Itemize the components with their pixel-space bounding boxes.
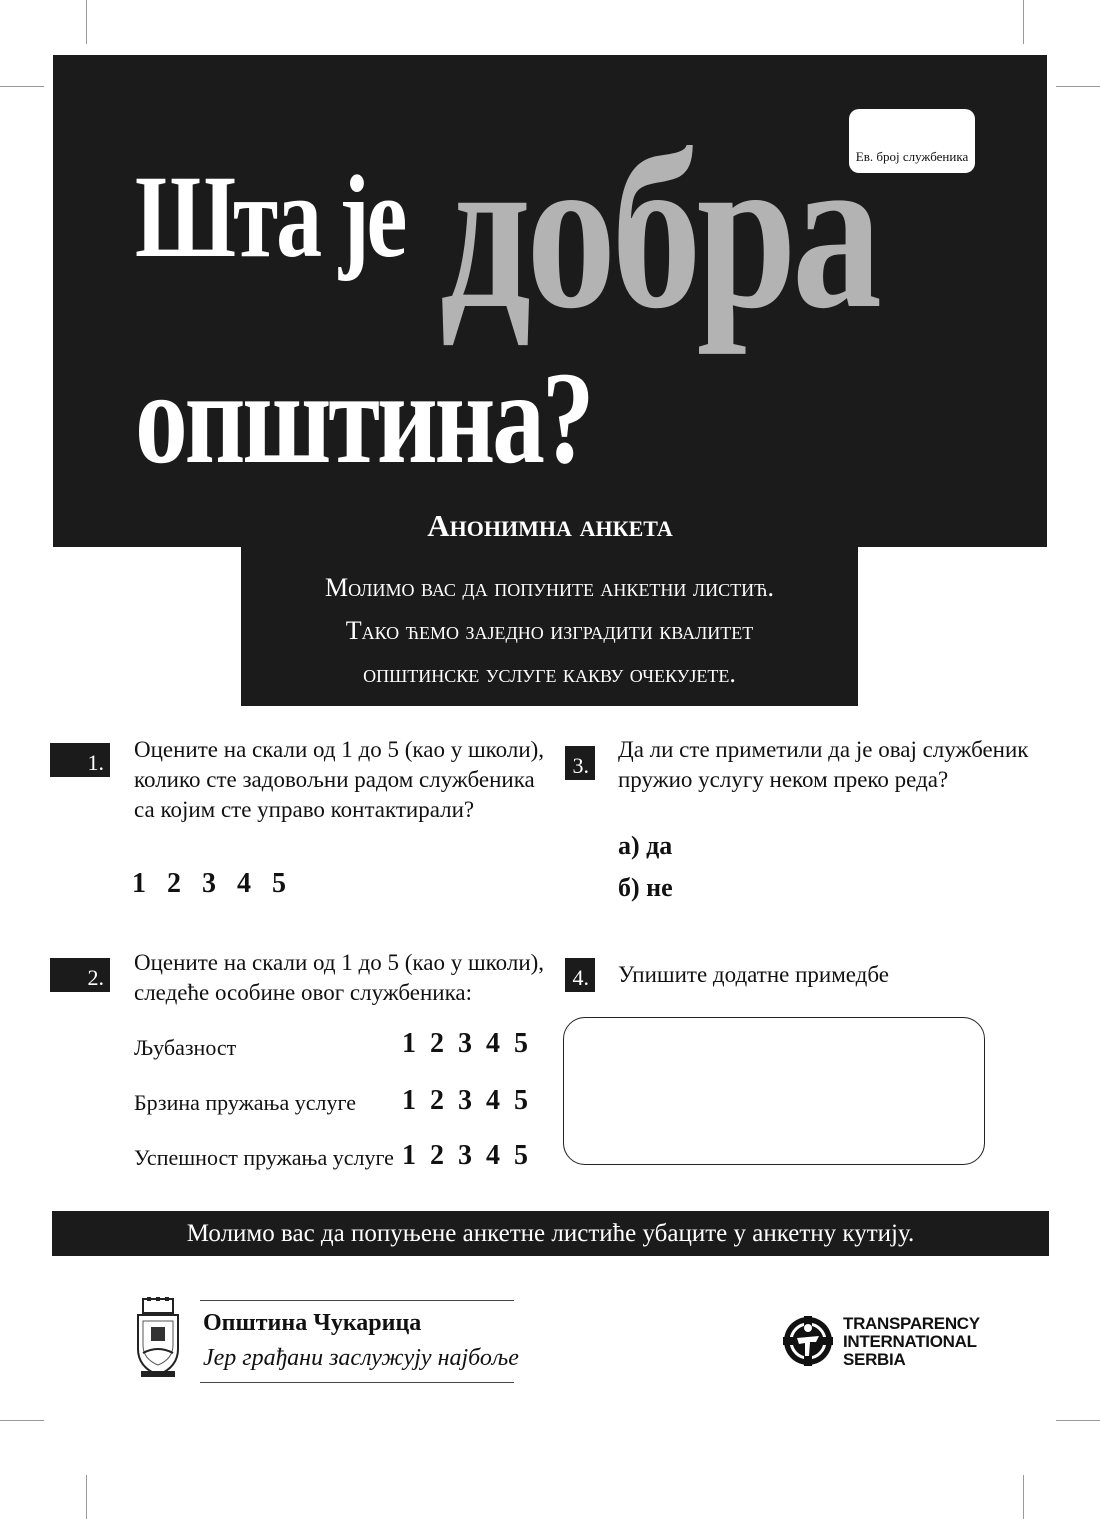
title-line2: општина? (135, 344, 592, 491)
crop-mark (86, 1475, 87, 1519)
coat-of-arms-icon (133, 1297, 183, 1379)
scale-option[interactable]: 2 (430, 1140, 444, 1171)
appeal-line: општинске услуге какву очекујете. (363, 659, 736, 688)
crop-mark (86, 0, 87, 44)
question-number: 1. (50, 743, 110, 777)
subtitle: Анонимна анкета (427, 508, 673, 543)
footer-instruction: Молимо вас да попуњене анкетне листиће убаците у анкетну кутију. (52, 1211, 1049, 1256)
title-highlight: добра (440, 105, 878, 355)
question-line: Оцените на скали од 1 до 5 (као у школи), (134, 737, 545, 762)
answer-option-yes[interactable]: а) да (618, 831, 673, 860)
question-4-text (618, 960, 889, 990)
question-line: колико сте задовољни радом службеника (134, 767, 535, 792)
scale-option[interactable]: 5 (514, 1085, 528, 1116)
transparency-logo-icon (783, 1316, 833, 1366)
crop-mark (0, 86, 44, 87)
scale-option[interactable]: 1 (402, 1028, 416, 1059)
question-line: пружио услугу неком преко реда? (618, 767, 949, 792)
crop-mark (1056, 1420, 1100, 1421)
partner-line: INTERNATIONAL (843, 1332, 977, 1351)
answer-option-no[interactable]: б) не (618, 873, 673, 902)
scale-option[interactable]: 4 (486, 1140, 500, 1171)
scale-option[interactable]: 1 (132, 868, 146, 899)
scale-option[interactable]: 4 (237, 868, 251, 899)
scale-option[interactable]: 5 (514, 1028, 528, 1059)
question-line: следеће особине овог службеника: (134, 980, 473, 1005)
rating-label: Успешност пружања услуге (134, 1145, 394, 1170)
question-number: 3. (565, 746, 595, 780)
scale-option[interactable]: 3 (458, 1085, 472, 1116)
scale-option[interactable]: 2 (430, 1085, 444, 1116)
scale-option[interactable]: 3 (202, 868, 216, 899)
appeal-text (241, 566, 858, 695)
partner-line: TRANSPARENCY (843, 1314, 980, 1333)
rating-scale (402, 1028, 542, 1060)
crop-mark (1056, 86, 1100, 87)
question-line: са којим сте управо контактирали? (134, 797, 475, 822)
crop-mark (1023, 0, 1024, 44)
scale-option[interactable]: 1 (402, 1140, 416, 1171)
remarks-textarea[interactable] (563, 1017, 985, 1165)
scale-option[interactable]: 3 (458, 1028, 472, 1059)
scale-option[interactable]: 2 (167, 868, 181, 899)
question-2-text (134, 948, 544, 1008)
partner-name (843, 1315, 980, 1369)
appeal-line: Молимо вас да попуните анкетни листић. (325, 573, 774, 602)
question-line: Оцените на скали од 1 до 5 (као у школи), (134, 950, 545, 975)
question-1-text (134, 735, 544, 825)
municipality-motto: Јер грађани заслужују најбоље (203, 1345, 519, 1371)
question-line: Да ли сте приметили да је овај службеник (618, 737, 1029, 762)
crop-mark (0, 1420, 44, 1421)
divider (200, 1300, 514, 1301)
scale-option[interactable]: 3 (458, 1140, 472, 1171)
crop-mark (1023, 1475, 1024, 1519)
question-number: 2. (50, 958, 110, 992)
appeal-line: Тако ћемо заједно изградити квалитет (345, 616, 754, 645)
question-number: 4. (565, 958, 595, 992)
question-3-text (618, 735, 1028, 795)
scale-option[interactable]: 5 (514, 1140, 528, 1171)
rating-scale (402, 1085, 542, 1117)
scale-option[interactable]: 1 (402, 1085, 416, 1116)
question-line: Упишите додатне примедбе (618, 962, 889, 987)
rating-label: Брзина пружања услуге (134, 1090, 356, 1115)
rating-label: Љубазност (134, 1035, 237, 1060)
scale-option[interactable]: 4 (486, 1085, 500, 1116)
scale-option[interactable]: 5 (272, 868, 286, 899)
employee-id-label: Ев. број службеника (855, 149, 969, 164)
scale-option[interactable]: 2 (430, 1028, 444, 1059)
divider (200, 1382, 514, 1383)
partner-line: SERBIA (843, 1350, 906, 1369)
title-line1: Шта је (135, 151, 405, 282)
municipality-name: Општина Чукарица (203, 1310, 422, 1336)
rating-scale (402, 1140, 542, 1172)
scale-option[interactable]: 4 (486, 1028, 500, 1059)
question-1-scale (132, 868, 307, 900)
